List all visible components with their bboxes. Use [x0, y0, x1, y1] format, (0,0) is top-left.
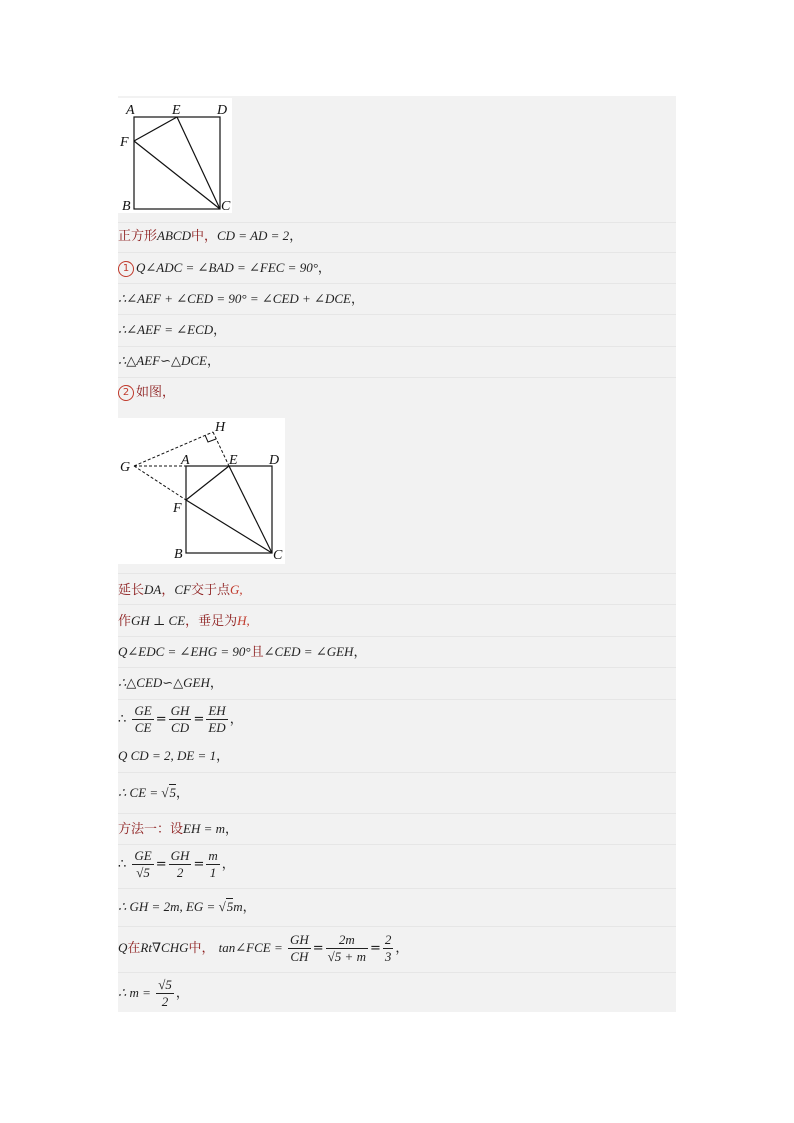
- line-4: ∴∠AEF = ∠ECD，: [118, 322, 227, 338]
- line-11: ∴ $\frac{GE}{CE}$ = $\frac{GH}{CD}$ = $\frac{EH}{ED}$ ，: [118, 703, 243, 735]
- line-1: 正方形ABCD中，CD = AD = 2，: [118, 228, 303, 244]
- line-12: Q CD = 2, DE = 1，: [118, 748, 230, 764]
- label-c: C: [221, 199, 231, 213]
- square-figure-1-svg: [118, 98, 232, 213]
- fraction-ge-ce: $\frac{GE}{CE}$: [134, 703, 152, 735]
- segment-gf-dashed: [134, 466, 186, 500]
- segment-fe: [134, 117, 177, 141]
- fraction-2m: $\frac{2m}{√5 + m}$: [327, 932, 366, 964]
- fraction-m-1: $\frac{m}{1}$: [208, 848, 218, 880]
- line-7: 延长DA，CF交于点G,: [118, 582, 243, 598]
- line-2: 1 Q∠ADC = ∠BAD = ∠FEC = 90°，: [118, 258, 676, 279]
- fraction-ge-sqrt5: $\frac{GE}{√5}$: [134, 848, 152, 880]
- label-b: B: [122, 199, 131, 213]
- segment-he-dashed: [213, 432, 229, 466]
- label-g: G: [120, 460, 131, 475]
- square-abcd: [134, 117, 220, 209]
- segment-ec: [177, 117, 220, 209]
- label-a-2: A: [181, 453, 190, 468]
- fraction-gh-2: $\frac{GH}{2}$: [170, 848, 190, 880]
- label-e-2: E: [229, 453, 238, 468]
- square-figure-1: [118, 98, 232, 213]
- fraction-2-3: $\frac{2}{3}$: [384, 932, 392, 964]
- fraction-gh-cd: $\frac{GH}{CD}$: [170, 703, 190, 735]
- label-e: E: [172, 103, 181, 118]
- label-f: F: [120, 135, 129, 150]
- line-17: Q在Rt∇CHG中， tan∠FCE = $\frac{GH}{CH}$ = $\frac{2m}{√5 + m}$ = $\frac{2}{3}$ ，: [118, 932, 409, 964]
- right-angle-mark-h: [205, 435, 216, 442]
- circled-number-2: 2: [118, 385, 134, 401]
- fraction-sqrt5-2: $\frac{√5}{2}$: [158, 977, 172, 1009]
- square-figure-2: [118, 418, 285, 564]
- fraction-gh-ch: $\frac{GH}{CH}$: [289, 932, 309, 964]
- line-10: ∴△CED∽△GEH，: [118, 675, 223, 691]
- label-f-2: F: [173, 501, 182, 516]
- segment-fe-2: [186, 466, 229, 500]
- label-d: D: [217, 103, 228, 118]
- line-6: 2 如图，: [118, 383, 676, 403]
- label-h: H: [215, 420, 226, 435]
- line-15: ∴ $\frac{GE}{√5}$ = $\frac{GH}{2}$ = $\frac{m}{1}$ ，: [118, 848, 235, 880]
- line-13: ∴ CE = √5，: [118, 785, 190, 801]
- segment-gh-dashed: [134, 432, 213, 466]
- square-abcd-2: [186, 466, 272, 553]
- line-16: ∴ GH = 2m, EG = √5m，: [118, 899, 256, 915]
- line-9: Q∠EDC = ∠EHG = 90°且∠CED = ∠GEH，: [118, 644, 367, 660]
- circled-number-1: 1: [118, 261, 134, 277]
- label-a: A: [126, 103, 135, 118]
- fraction-eh-ed: $\frac{EH}{ED}$: [208, 703, 226, 735]
- line-14: 方法一：设EH = m，: [118, 821, 239, 837]
- line-18: ∴ m = $\frac{√5}{2}$ ，: [118, 977, 189, 1009]
- label-c-2: C: [273, 548, 283, 563]
- segment-fc: [134, 141, 220, 209]
- label-b-2: B: [174, 547, 183, 562]
- line-3: ∴∠AEF + ∠CED = 90° = ∠CED + ∠DCE，: [118, 291, 364, 307]
- line-8: 作GH ⊥ CE，垂足为H,: [118, 613, 250, 629]
- label-d-2: D: [269, 453, 280, 468]
- line-5: ∴△AEF∽△DCE，: [118, 353, 220, 369]
- square-figure-2-svg: [118, 418, 285, 564]
